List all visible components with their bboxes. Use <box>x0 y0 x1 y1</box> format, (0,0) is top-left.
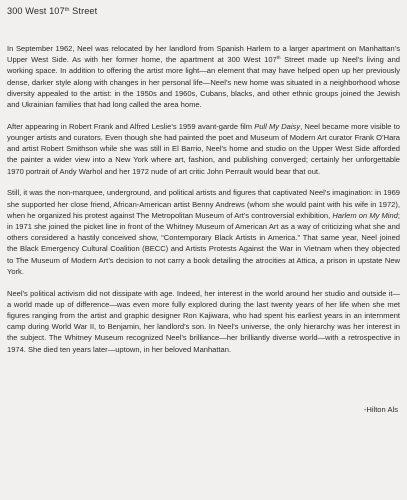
paragraph-3 <box>7 187 400 277</box>
essay-body <box>7 43 400 365</box>
paragraph-3-text: Still, it was the non-marquee, underground, and political artists and figures that captivated Neel’s imagination: in 1969 she supported her close friend, African-American artist Benny Andrews (whom she would paint with his wife in 1972), when he organized his protest against The Metropolitan Museum of Art’s controversial exhibition, <box>7 188 400 220</box>
title-text-end: Street <box>69 6 98 16</box>
paragraph-1-superscript: th <box>276 55 281 61</box>
paragraph-1 <box>7 43 400 110</box>
title-text: 300 West 107 <box>7 6 65 16</box>
paragraph-4 <box>7 288 400 355</box>
page-title <box>7 6 97 16</box>
paragraph-3-text-end: ; in 1971 she joined the picket line in front of the Whitney Museum of American Art as a way of criticizing what she and others considered a hastily conceived show, “Contemporary Black Artists in America.” That same year, Neel joined the Black Emergency Cultural Coalition (BECC) and Artists Protests Against the War in Vietnam when they objected to The Museum of Modern Art’s decision to not carry a book detailing the atrocities at Attica, a prison in upstate New York. <box>7 210 400 276</box>
paragraph-2-text-end: , Neel became more visible to younger artists and curators. Even though she had painted the poet and Museum of Modern Art curator Frank O’Hara and artist Robert Smithson while she was still in El Barrio, Neel’s home and studio on the Upper West Side afforded the painter a wider view into a New York where art, fashion, and publishing converged; certainly her unforgettable 1970 portrait of Andy Warhol and her 1972 nude of art critic John Perrault would bear that out. <box>7 121 400 176</box>
paragraph-2-text: After appearing in Robert Frank and Alfred Leslie’s 1959 avant-garde film <box>7 121 255 131</box>
paragraph-4-text: Neel’s political activism did not dissipate with age. Indeed, her interest in the world around her studio and outside it—a world made up of difference—was even more fully explored during the last twenty years of her life when she met figures ranging from the artist and graphic designer Ron Kajiwara, who had spent his earliest years in an internment camp during World War II, to Benjamin, her landlord’s son. In Neel’s universe, the only hierarchy was her interest in the subject. The Whitney Museum recognized Neel’s brilliance—her brilliantly diverse world—with a retrospective in 1974. She died ten years later—uptown, in her beloved Manhattan. <box>7 288 400 354</box>
author-signature: -Hilton Als <box>363 405 398 414</box>
paragraph-1-text-end: Street made up Neel’s living and working space. In addition to offering the artist more light—an element that may have helped open up her previously dense, darker style along with changes in her personal life—Neel’s new home was situated in a neighborhood whose diversity appealed to the artist: in the 1950s and 1960s, Cubans, blacks, and other ethnic groups joined the Jewish and Ukrainian families that had long called the area home. <box>7 55 400 110</box>
paragraph-2 <box>7 121 400 177</box>
exhibition-title: Harlem on My Mind <box>332 210 398 220</box>
title-superscript: th <box>64 7 70 13</box>
paragraph-1-text: In September 1962, Neel was relocated by her landlord from Spanish Harlem to a larger apartment on Manhattan’s Upper West Side. As with her former home, the apartment at 300 West 107 <box>7 44 400 65</box>
film-title: Pull My Daisy <box>254 121 301 131</box>
